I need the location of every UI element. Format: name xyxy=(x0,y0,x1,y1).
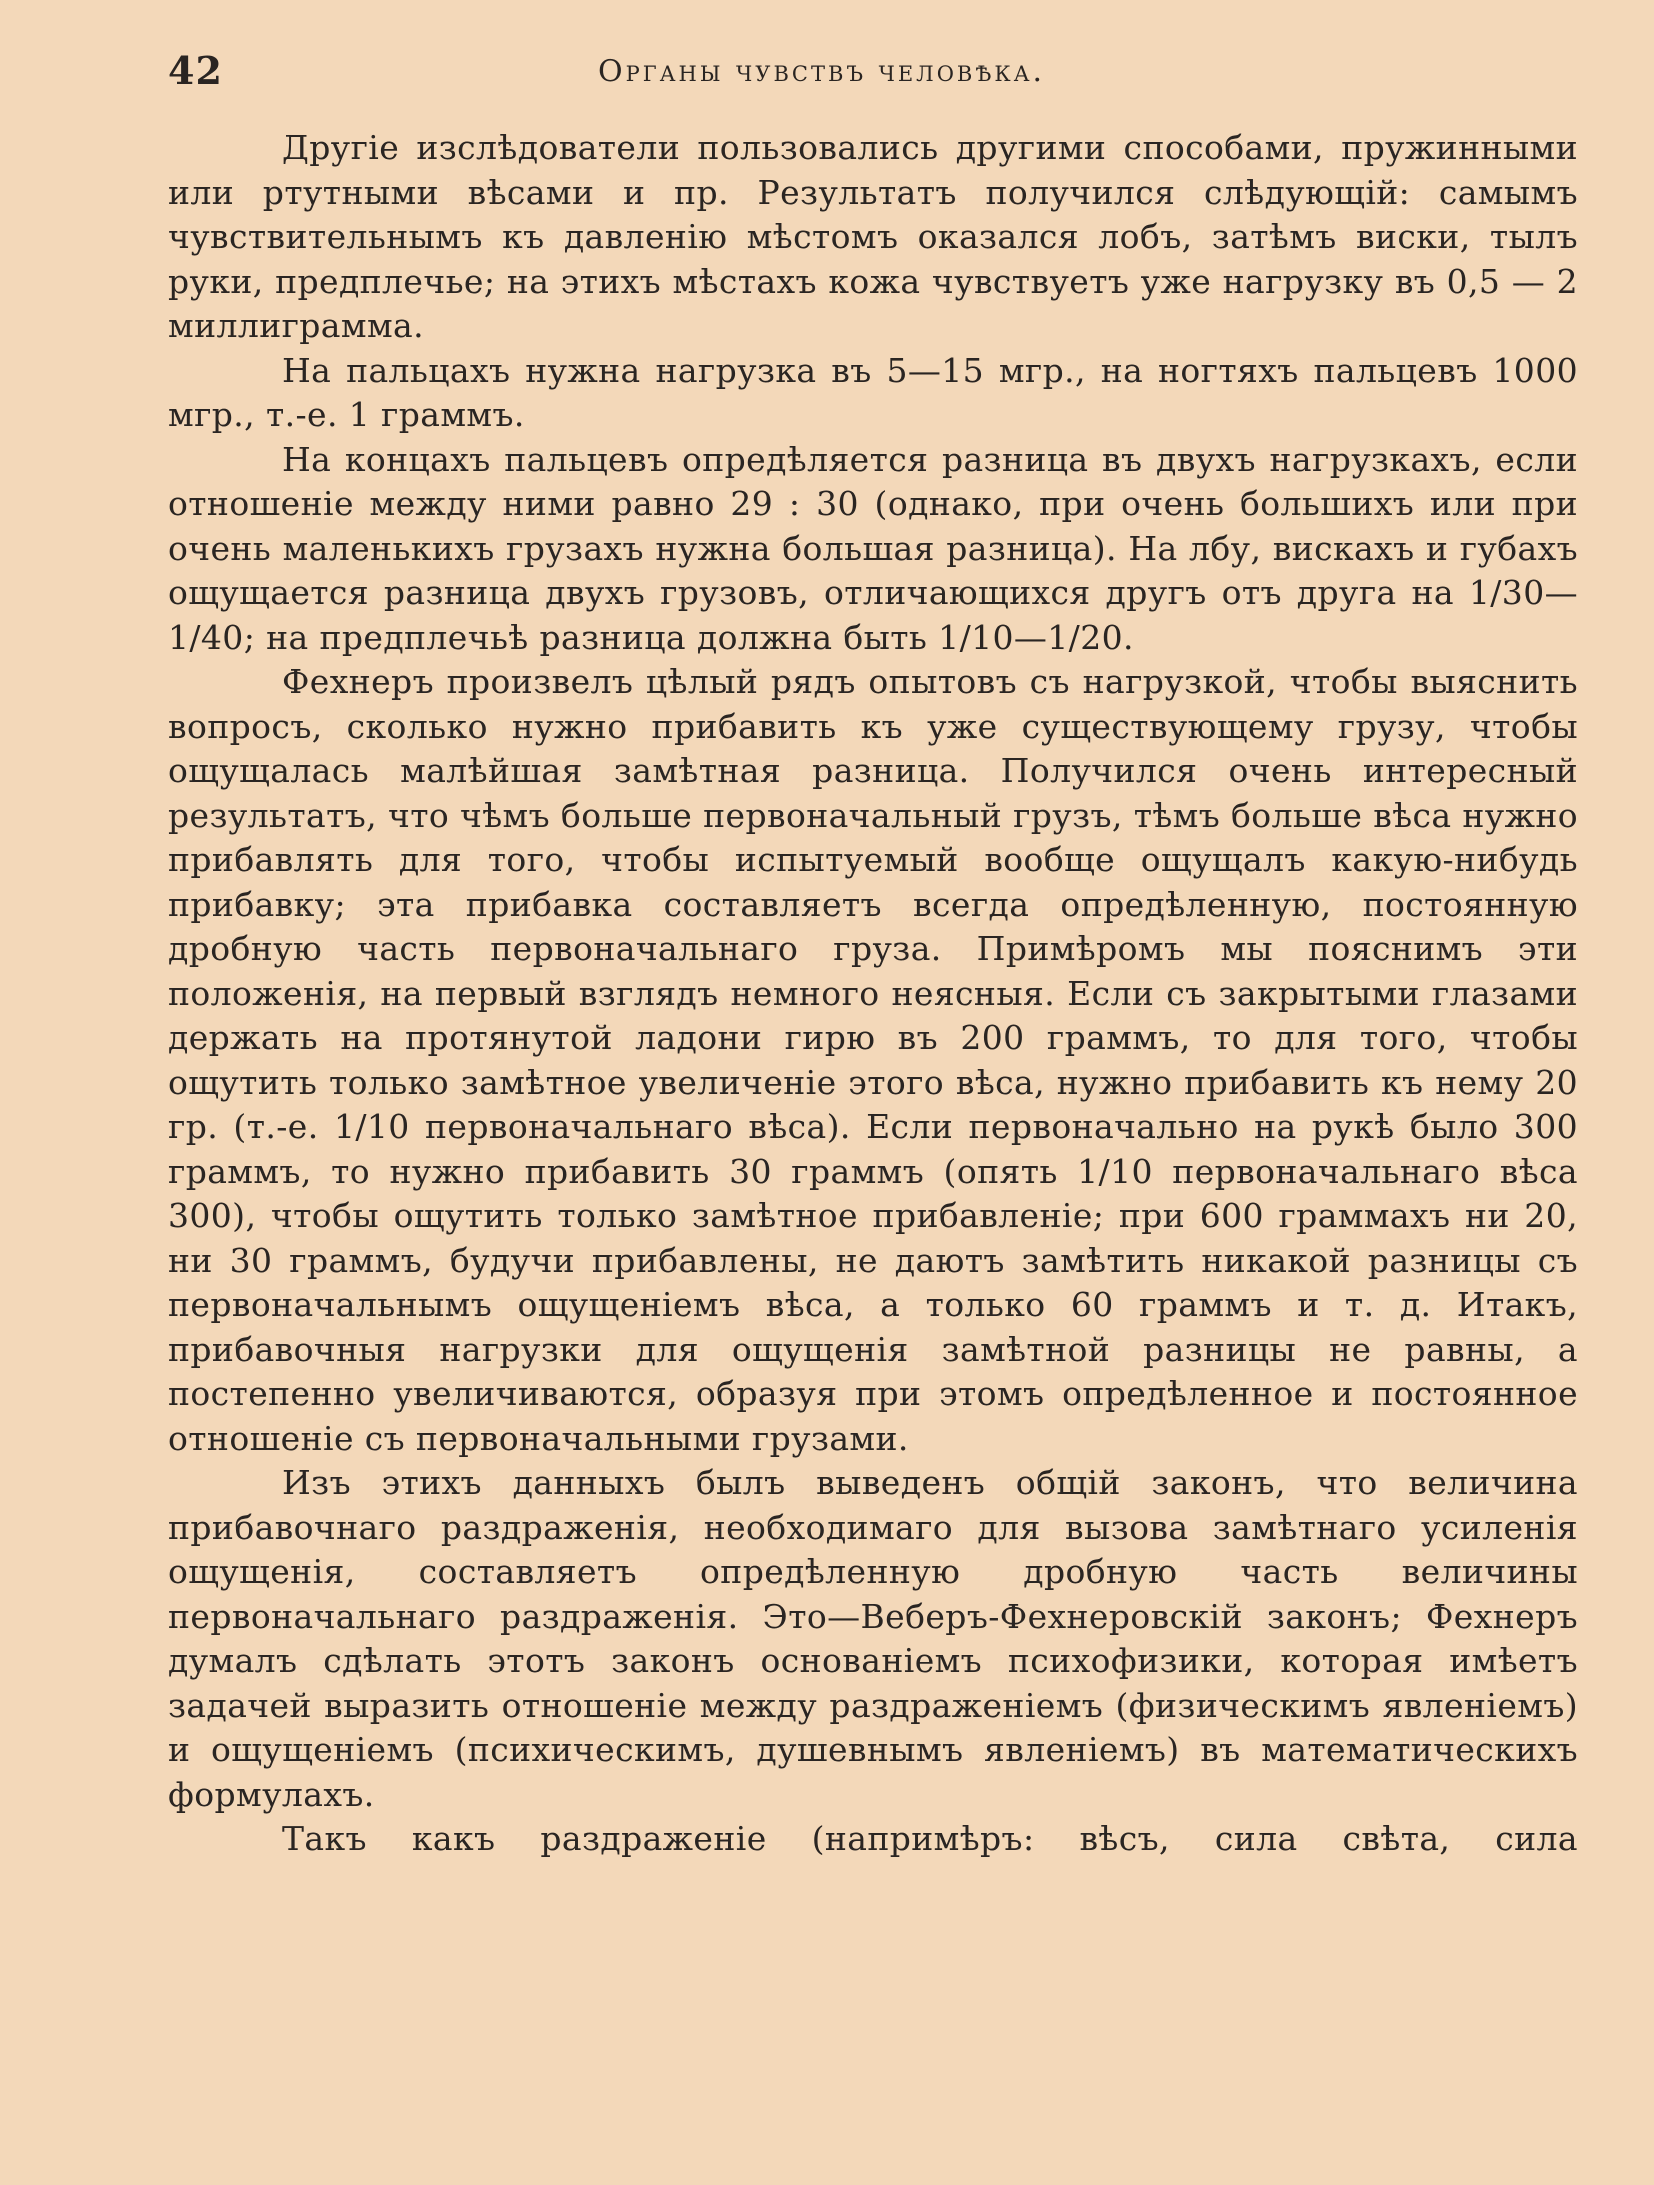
paragraph: Другіе изслѣдователи пользовались другими способами, пружинными или ртутными вѣсами и пр. Результатъ получился слѣдующій: самымъ чувствительнымъ къ давленію мѣстомъ оказался лобъ, затѣмъ виски, тылъ руки, предплечье; на этихъ мѣстахъ кожа чувствуетъ уже нагрузку въ 0,5 — 2 миллиграмма. xyxy=(168,128,1578,345)
paragraph: На пальцахъ нужна нагрузка въ 5—15 мгр., на ногтяхъ пальцевъ 1000 мгр., т.-е. 1 граммъ. xyxy=(168,350,1578,434)
body-text xyxy=(168,126,1578,1862)
paragraph: Такъ какъ раздраженіе (напримѣръ: вѣсъ, сила свѣта, сила xyxy=(282,1819,1578,1858)
page-number: 42 xyxy=(168,48,223,93)
paragraph: Изъ этихъ данныхъ былъ выведенъ общій законъ, что величина прибавочнаго раздраженія, необходимаго для вызова замѣтнаго усиленія ощущенія, составляетъ опредѣленную дробную часть величины первоначальнаго раздраженія. Это—Веберъ-Фехнеровскій законъ; Фехнеръ думалъ сдѣлать этотъ законъ основаніемъ психофизики, которая имѣетъ задачей выразить отношеніе между раздраженіемъ (физическимъ явленіемъ) и ощущеніемъ (психическимъ, душевнымъ явленіемъ) въ математическихъ формулахъ. xyxy=(168,1463,1578,1814)
paragraph: Фехнеръ произвелъ цѣлый рядъ опытовъ съ нагрузкой, чтобы выяснить вопросъ, сколько нужно прибавить къ уже существующему грузу, чтобы ощущалась малѣйшая замѣтная разница. Получился очень интересный результатъ, что чѣмъ больше первоначальный грузъ, тѣмъ больше вѣса нужно прибавлять для того, чтобы испытуемый вообще ощущалъ какую-нибудь прибавку; эта прибавка составляетъ всегда опредѣленную, постоянную дробную часть первоначальнаго груза. Примѣромъ мы пояснимъ эти положенія, на первый взглядъ немного неясныя. Если съ закрытыми глазами держать на протянутой ладони гирю въ 200 граммъ, то для того, чтобы ощутить только замѣтное увеличеніе этого вѣса, нужно прибавить къ нему 20 гр. (т.-е. 1/10 первоначальнаго вѣса). Если первоначально на рукѣ было 300 граммъ, то нужно прибавить 30 граммъ (опять 1/10 первоначальнаго вѣса 300), чтобы ощутить только замѣтное прибавленіе; при 600 граммахъ ни 20, ни 30 граммъ, будучи прибавлены, не даютъ замѣтить никакой разницы съ первоначальнымъ ощущеніемъ вѣса, а только 60 граммъ и т. д. Итакъ, прибавочныя нагрузки для ощущенія замѣтной разницы не равны, а постепенно увеличиваются, образуя при этомъ опредѣленное и постоянное отношеніе съ первоначальными грузами. xyxy=(168,662,1578,1458)
paragraph: На концахъ пальцевъ опредѣляется разница въ двухъ нагрузкахъ, если отношеніе между ними равно 29 : 30 (однако, при очень большихъ или при очень маленькихъ грузахъ нужна большая разница). На лбу, вискахъ и губахъ ощущается разница двухъ грузовъ, отличающихся другъ отъ друга на 1/30—1/40; на предплечьѣ разница должна быть 1/10—1/20. xyxy=(168,439,1578,657)
running-title: Органы чувствъ человѣка. xyxy=(598,54,1046,89)
page-header xyxy=(168,48,1578,98)
